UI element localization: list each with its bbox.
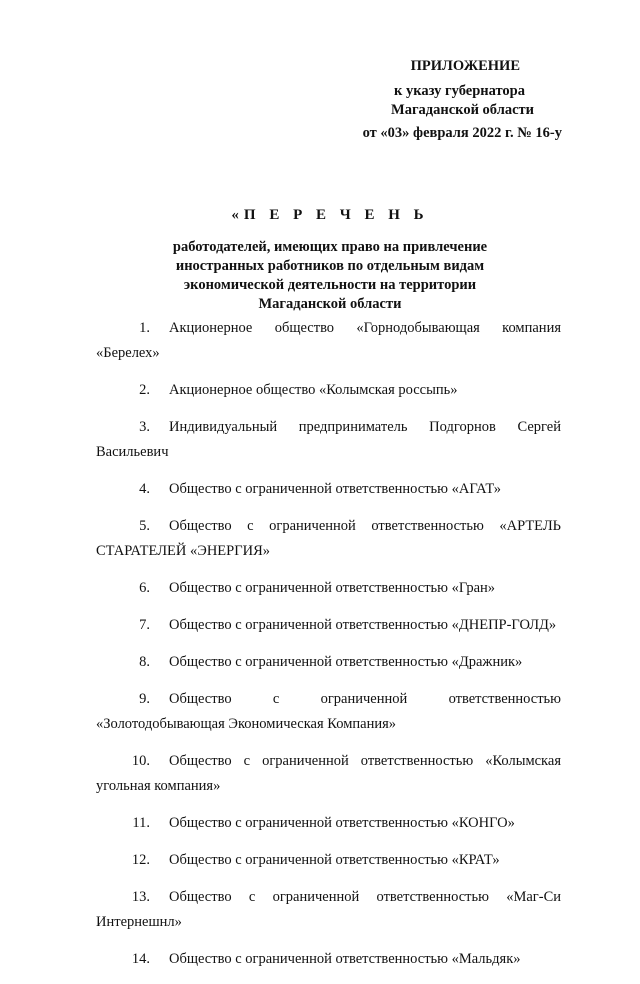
list-item-number: 2. xyxy=(139,382,150,398)
list-item-text: Общество с ограниченной ответственностью «Гран» xyxy=(169,580,496,596)
list-item-text: Акционерное общество «Горнодобывающая компания «Берелех» xyxy=(96,320,561,361)
document-heading xyxy=(100,206,560,314)
appendix-decree-line: к указу губернатора xyxy=(394,83,525,99)
list-item-number: 6. xyxy=(139,580,150,596)
list-item-text: Акционерное общество «Колымская россыпь» xyxy=(169,382,458,398)
heading-line-2: иностранных работников по отдельным видам xyxy=(175,258,485,274)
list-item-text: Общество с ограниченной ответственностью «Маг-Си Интернешнл» xyxy=(96,889,561,930)
list-item-text: Общество с ограниченной ответственностью «ДНЕПР-ГОЛД» xyxy=(169,617,557,633)
list-item xyxy=(96,650,561,675)
list-item xyxy=(96,576,561,601)
employer-list xyxy=(96,316,561,984)
list-item xyxy=(96,947,561,972)
list-item-text: Общество с ограниченной ответственностью «КОНГО» xyxy=(169,815,515,831)
list-item-text: Общество с ограниченной ответственностью «Колымская угольная компания» xyxy=(96,753,561,794)
list-item-text: Общество с ограниченной ответственностью «КРАТ» xyxy=(169,852,500,868)
list-item-number: 3. xyxy=(139,419,150,435)
list-item-number: 7. xyxy=(139,617,150,633)
list-item xyxy=(96,613,561,638)
list-item-number: 12. xyxy=(131,852,150,868)
list-item-text: Общество с ограниченной ответственностью «АРТЕЛЬ СТАРАТЕЛЕЙ «ЭНЕРГИЯ» xyxy=(96,518,561,559)
list-item xyxy=(96,378,561,403)
heading-line-4: Магаданской области xyxy=(258,296,402,312)
list-item xyxy=(96,477,561,502)
list-item-number: 11. xyxy=(132,815,150,831)
list-item-number: 9. xyxy=(139,691,150,707)
heading-line-1: работодателей, имеющих право на привлечение xyxy=(172,239,488,255)
list-item-text: Индивидуальный предприниматель Подгорнов Сергей Васильевич xyxy=(96,419,561,460)
list-item-number: 4. xyxy=(139,481,150,497)
list-item-number: 10. xyxy=(131,753,150,769)
list-item xyxy=(96,811,561,836)
list-item-text: Общество с ограниченной ответственностью «Дражник» xyxy=(169,654,523,670)
appendix-title: ПРИЛОЖЕНИЕ xyxy=(410,58,520,74)
list-item-number: 14. xyxy=(131,951,150,967)
list-item-text: Общество с ограниченной ответственностью «Золотодобывающая Экономическая Компания» xyxy=(96,691,561,732)
list-item-number: 8. xyxy=(139,654,150,670)
heading-line-3: экономической деятельности на территории xyxy=(183,277,477,293)
list-item xyxy=(96,885,561,935)
list-item xyxy=(96,514,561,564)
list-item xyxy=(96,749,561,799)
list-item xyxy=(96,848,561,873)
list-item xyxy=(96,415,561,465)
appendix-date-line: от «03» февраля 2022 г. № 16-у xyxy=(362,125,562,141)
list-item xyxy=(96,316,561,366)
list-item-number: 13. xyxy=(131,889,150,905)
appendix-region-line: Магаданской области xyxy=(391,102,534,118)
list-item-number: 1. xyxy=(139,320,150,336)
heading-title: «П Е Р Е Ч Е Н Ь xyxy=(231,207,429,223)
list-item-number: 5. xyxy=(139,518,150,534)
list-item-text: Общество с ограниченной ответственностью «Мальдяк» xyxy=(169,951,521,967)
list-item-text: Общество с ограниченной ответственностью «АГАТ» xyxy=(169,481,502,497)
list-item xyxy=(96,687,561,737)
